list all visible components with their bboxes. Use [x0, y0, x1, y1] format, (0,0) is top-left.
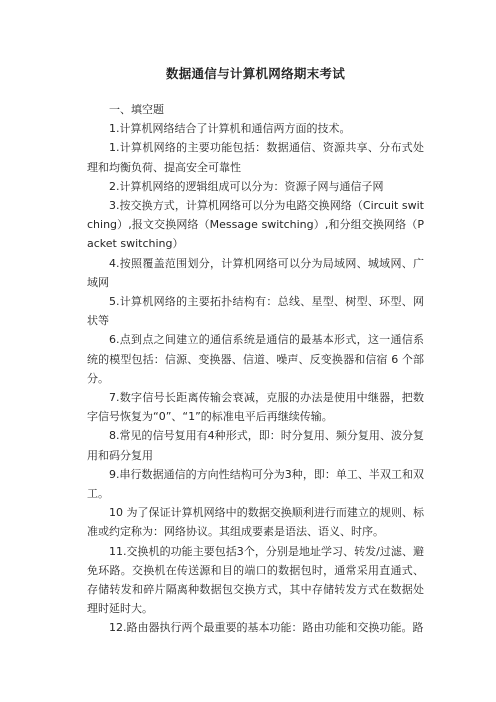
paragraph: 3.按交换方式，计算机网络可以分为电路交换网络（Circuit switching）,报文交换网络（Message switching）,和分组交换网络（Packet switching）	[87, 199, 424, 251]
paragraph: 9.串行数据通信的方向性结构可分为3种，即：单工、半双工和双工。	[87, 467, 424, 501]
section-heading: 一、填空题	[109, 103, 164, 116]
paragraph: 5.计算机网络的主要拓扑结构有：总线、星型、树型、环型、网状等	[87, 295, 424, 328]
paragraph: 12.路由器执行两个最重要的基本功能：路由功能和交换功能。路	[109, 621, 424, 635]
paragraph: 10 为了保证计算机网络中的数据交换顺利进行而建立的规则、标准或约定称为：网络协议。其组成要素是语法、语义、时序。	[87, 506, 424, 539]
paragraph: 8.常见的信号复用有4种形式，即：时分复用、频分复用、波分复用和码分复用	[87, 429, 424, 462]
document-title: 数据通信与计算机网络期末考试	[165, 66, 346, 81]
paragraph: 11.交换机的功能主要包括3个，分别是地址学习、转发/过滤、避免环路。交换机在传送源和目的端口的数据包时，通常采用直通式、存储转发和碎片隔离种数据包交换方式，其中存储转发方式在数据处理时延时大。	[87, 544, 424, 616]
paragraph: 1.计算机网络的主要功能包括：数据通信、资源共享、分布式处理和均衡负荷、提高安全可靠性	[87, 141, 424, 174]
paragraph: 6.点到点之间建立的通信系统是通信的最基本形式，这一通信系统的模型包括：信源、变换器、信道、噪声、反变换器和信宿 6 个部分。	[87, 333, 424, 385]
paragraph: 4.按照覆盖范围划分，计算机网络可以分为局域网、城域网、广域网	[87, 256, 424, 289]
paragraph: 1.计算机网络结合了计算机和通信两方面的技术。	[109, 122, 351, 136]
paragraph: 2.计算机网络的逻辑组成可以分为：资源子网与通信子网	[109, 179, 384, 193]
paragraph: 7.数字信号长距离传输会衰减，克服的办法是使用中继器，把数字信号恢复为“0”、“1”的标准电平后再继续传输。	[87, 391, 424, 424]
